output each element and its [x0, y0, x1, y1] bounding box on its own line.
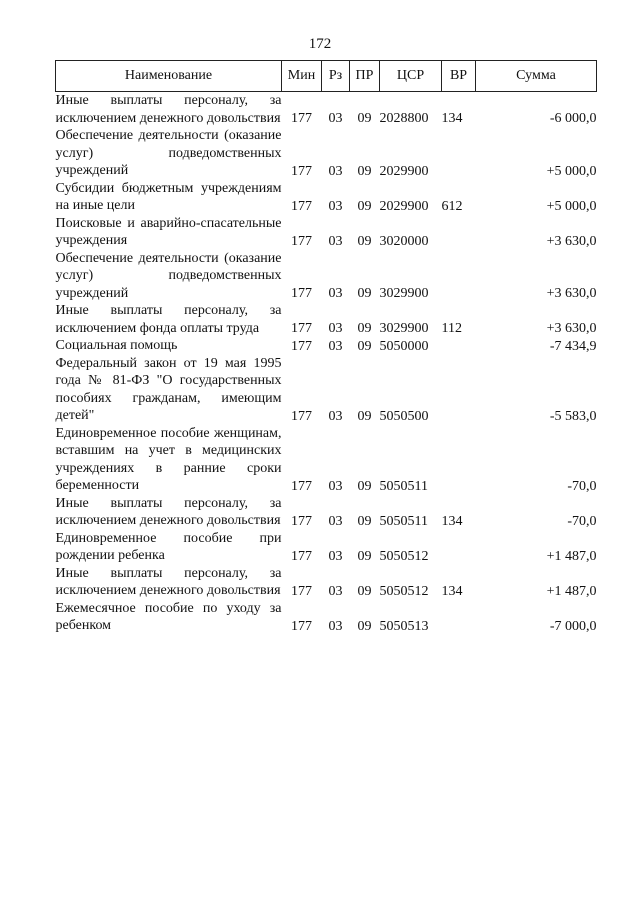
cell-sum: -5 583,0: [549, 408, 597, 424]
cell-rz: 03: [328, 286, 343, 301]
cell-sum: +5 000,0: [546, 163, 597, 179]
cell-min: 177: [291, 583, 312, 599]
cell-vr: 134: [441, 513, 463, 529]
cell-name: Федеральный закон от 19 мая 1995 года № 81-ФЗ "О государственных пособиях гражданам, имеющим детей": [55, 355, 282, 423]
table-row: [56, 425, 597, 495]
cell-csr: 3020000: [379, 233, 429, 249]
cell-csr: 2029900: [379, 163, 429, 179]
cell-name: Социальная помощь: [55, 338, 178, 353]
cell-pr: 09: [357, 163, 372, 179]
cell-sum: -70,0: [567, 478, 597, 494]
cell-sum: +3 630,0: [546, 286, 597, 301]
cell-rz: 03: [328, 513, 343, 529]
table-row: [56, 337, 597, 355]
cell-rz: 03: [328, 618, 343, 634]
cell-name: Иные выплаты персоналу, за исключением денежного довольствия: [55, 565, 282, 598]
cell-sum: +5 000,0: [546, 198, 597, 214]
cell-csr: 5050500: [379, 408, 429, 424]
cell-vr: 134: [441, 111, 463, 126]
cell-name: Единовременное пособие при рождении ребенка: [55, 530, 282, 563]
table-row: [56, 215, 597, 250]
table-row: [56, 355, 597, 425]
cell-name: Иные выплаты персоналу, за исключением денежного довольствия: [55, 93, 282, 126]
cell-sum: +1 487,0: [546, 583, 597, 599]
cell-min: 177: [291, 321, 312, 336]
cell-csr: 5050511: [379, 513, 428, 529]
cell-csr: 2029900: [379, 198, 429, 214]
cell-min: 177: [291, 233, 312, 249]
cell-vr: [442, 215, 476, 250]
cell-sum: +3 630,0: [546, 233, 597, 249]
header-name: Наименование: [56, 61, 282, 92]
cell-rz: 03: [328, 548, 343, 564]
cell-min: 177: [291, 618, 312, 634]
table-row: [56, 565, 597, 600]
header-csr: ЦСР: [380, 61, 442, 92]
cell-name: Поисковые и аварийно-спасательные учреждения: [55, 215, 282, 248]
cell-csr: 3029900: [379, 286, 429, 301]
cell-sum: -7 000,0: [549, 618, 597, 634]
cell-vr: [442, 530, 476, 565]
cell-vr: [442, 127, 476, 180]
cell-rz: 03: [328, 338, 343, 354]
cell-pr: 09: [357, 233, 372, 249]
cell-vr: 612: [441, 198, 463, 214]
table-row: [56, 495, 597, 530]
cell-sum: -7 434,9: [549, 338, 597, 354]
cell-csr: 5050000: [379, 338, 429, 354]
cell-pr: 09: [357, 111, 372, 126]
header-min: Мин: [282, 61, 322, 92]
table-row: [56, 180, 597, 215]
cell-sum: -70,0: [567, 513, 597, 529]
cell-min: 177: [291, 408, 312, 424]
budget-table: [55, 60, 597, 635]
table-row: [56, 127, 597, 180]
table-row: [56, 250, 597, 303]
table-header-row: [56, 61, 597, 92]
cell-name: Иные выплаты персоналу, за исключением фонда оплаты труда: [55, 303, 282, 336]
cell-pr: 09: [357, 478, 372, 494]
cell-name: Иные выплаты персоналу, за исключением денежного довольствия: [55, 495, 282, 528]
cell-vr: [442, 600, 476, 635]
cell-vr: [442, 425, 476, 495]
cell-rz: 03: [328, 583, 343, 599]
cell-csr: 5050513: [379, 618, 429, 634]
cell-rz: 03: [328, 408, 343, 424]
cell-name: Обеспечение деятельности (оказание услуг) подведомственных учреждений: [55, 250, 282, 301]
cell-pr: 09: [357, 198, 372, 214]
page-number: 172: [308, 36, 332, 52]
cell-sum: -6 000,0: [549, 111, 597, 126]
cell-min: 177: [291, 338, 312, 354]
cell-pr: 09: [357, 618, 372, 634]
cell-vr: [442, 337, 476, 355]
cell-min: 177: [291, 163, 312, 179]
header-pr: ПР: [350, 61, 380, 92]
cell-csr: 2028800: [379, 111, 429, 126]
cell-pr: 09: [357, 548, 372, 564]
cell-min: 177: [291, 198, 312, 214]
cell-rz: 03: [328, 111, 343, 126]
cell-csr: 3029900: [379, 321, 429, 336]
cell-sum: +3 630,0: [546, 321, 597, 336]
cell-pr: 09: [357, 321, 372, 336]
cell-min: 177: [291, 548, 312, 564]
header-rz: Рз: [322, 61, 350, 92]
cell-name: Ежемесячное пособие по уходу за ребенком: [55, 600, 282, 633]
cell-vr: 112: [441, 321, 462, 336]
cell-name: Единовременное пособие женщинам, вставшим на учет в медицинских учреждениях в ранние сроки беременности: [55, 425, 282, 493]
table-row: [56, 600, 597, 635]
header-sum: Сумма: [476, 61, 597, 92]
cell-pr: 09: [357, 513, 372, 529]
cell-pr: 09: [357, 286, 372, 301]
table-row: [56, 92, 597, 128]
cell-vr: 134: [441, 583, 463, 599]
cell-name: Обеспечение деятельности (оказание услуг) подведомственных учреждений: [55, 128, 282, 178]
cell-csr: 5050511: [379, 478, 428, 494]
cell-pr: 09: [357, 338, 372, 354]
cell-sum: +1 487,0: [546, 548, 597, 564]
cell-csr: 5050512: [379, 583, 429, 599]
table-row: [56, 302, 597, 337]
cell-min: 177: [291, 478, 312, 494]
cell-pr: 09: [357, 583, 372, 599]
cell-csr: 5050512: [379, 548, 429, 564]
header-vr: ВР: [442, 61, 476, 92]
table-row: [56, 530, 597, 565]
cell-rz: 03: [328, 163, 343, 179]
cell-name: Субсидии бюджетным учреждениям на иные цели: [55, 180, 282, 213]
cell-rz: 03: [328, 478, 343, 494]
cell-rz: 03: [328, 233, 343, 249]
cell-pr: 09: [357, 408, 372, 424]
cell-rz: 03: [328, 321, 343, 336]
cell-vr: [442, 355, 476, 425]
cell-min: 177: [291, 513, 312, 529]
cell-min: 177: [291, 286, 312, 301]
cell-vr: [442, 250, 476, 303]
cell-min: 177: [291, 111, 312, 126]
cell-rz: 03: [328, 198, 343, 214]
